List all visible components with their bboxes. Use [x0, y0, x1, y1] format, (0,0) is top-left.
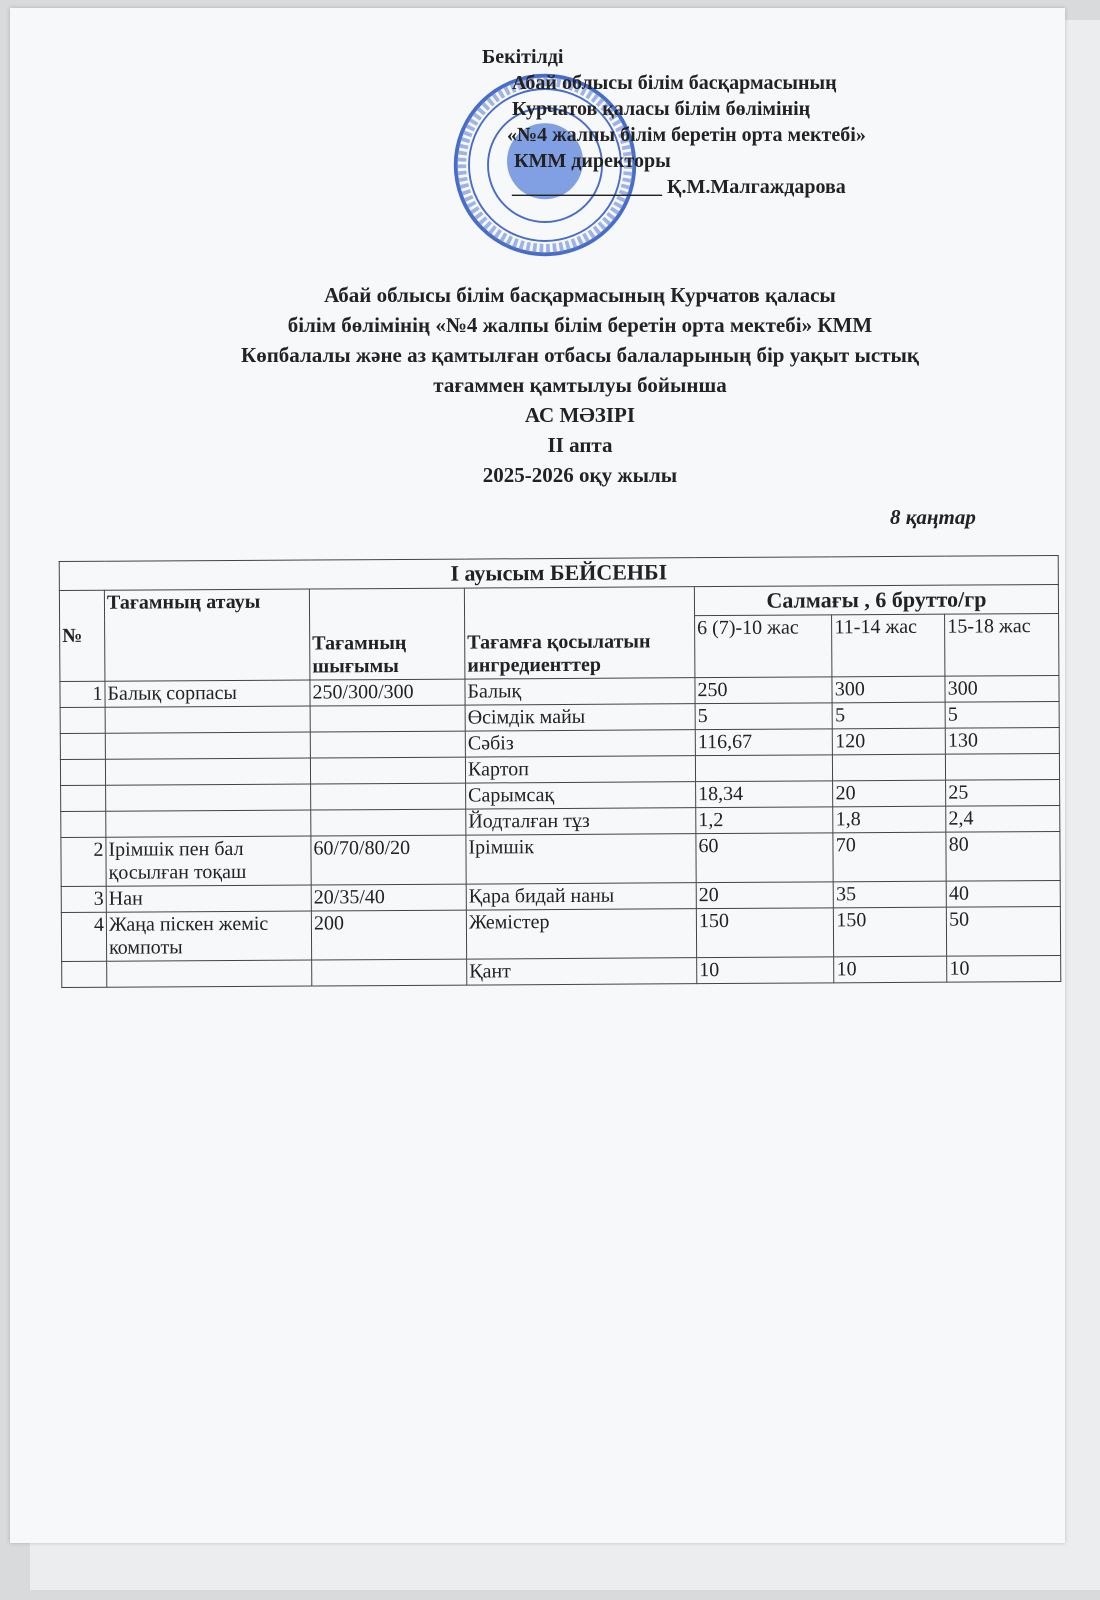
cell-ingredient: Жемістер [466, 909, 696, 959]
cell-no [60, 759, 105, 785]
header-name: Тағамның атауы [104, 589, 310, 681]
cell-dish-name: Нан [106, 885, 311, 912]
header-age-6-10: 6 (7)-10 жас [695, 615, 833, 678]
cell-ingredient: Сәбіз [465, 730, 695, 757]
header-ingredients: Тағамға қосылатын ингредиенттер [464, 587, 695, 679]
cell-ingredient: Ірімшік [466, 834, 696, 884]
cell-yield [311, 809, 466, 836]
approval-block [482, 44, 866, 200]
cell-yield [310, 757, 465, 784]
cell-age-11-14: 120 [833, 728, 946, 755]
cell-age-15-18: 25 [946, 779, 1060, 806]
cell-yield [310, 731, 465, 758]
cell-age-15-18: 300 [945, 675, 1059, 702]
cell-yield: 250/300/300 [310, 679, 465, 706]
cell-dish-name [105, 732, 310, 759]
cell-ingredient: Йодталған тұз [466, 808, 696, 835]
cell-dish-name [107, 960, 312, 987]
cell-age-11-14: 300 [832, 676, 945, 703]
cell-age-6-10: 1,2 [696, 807, 834, 834]
title-line: Абай облысы білім басқармасының Курчатов қаласы [324, 283, 836, 307]
school-year: 2025-2026 оқу жылы [482, 463, 678, 487]
header-age-15-18: 15-18 жас [945, 613, 1059, 676]
cell-age-15-18: 40 [946, 880, 1060, 907]
cell-age-6-10: 150 [696, 908, 834, 958]
cell-dish-name: Жаңа піскен жеміс компоты [106, 911, 311, 961]
title-line: тағаммен қамтылуы бойынша [433, 373, 727, 397]
table-row [61, 831, 1060, 886]
cell-no [61, 785, 106, 811]
cell-dish-name [105, 706, 310, 733]
cell-age-15-18: 130 [945, 727, 1059, 754]
header-yield: Тағамның шығымы [309, 588, 465, 680]
header-age-11-14: 11-14 жас [832, 614, 945, 677]
cell-dish-name [106, 784, 311, 811]
cell-age-15-18 [946, 753, 1060, 780]
cell-ingredient: Сарымсақ [466, 782, 696, 809]
cell-age-15-18: 5 [945, 701, 1059, 728]
cell-yield: 200 [311, 910, 466, 960]
cell-ingredient: Балық [465, 678, 695, 705]
approval-line: Абай облысы білім басқармасының [512, 72, 837, 94]
table-row [61, 906, 1060, 961]
cell-no [60, 733, 105, 759]
week-label: ІІ апта [547, 433, 613, 457]
cell-age-15-18: 2,4 [946, 805, 1060, 832]
cell-dish-name: Ірімшік пен бал қосылған тоқаш [106, 836, 311, 886]
cell-age-11-14: 10 [834, 956, 947, 983]
cell-no: 3 [61, 886, 106, 912]
cell-age-15-18: 10 [947, 955, 1061, 982]
cell-ingredient: Қант [467, 958, 697, 985]
cell-no [60, 707, 105, 733]
cell-age-11-14: 20 [833, 780, 946, 807]
menu-date: 8 қаңтар [890, 505, 976, 529]
cell-no [61, 811, 106, 837]
cell-age-6-10: 60 [696, 833, 834, 883]
cell-age-6-10: 5 [695, 703, 833, 730]
approval-line: КММ директоры [514, 150, 671, 172]
cell-age-11-14 [833, 754, 946, 781]
signature-line: _______________ [512, 176, 662, 198]
cell-no: 1 [60, 681, 105, 707]
cell-yield [312, 959, 467, 986]
cell-ingredient: Қара бидай наны [466, 883, 696, 910]
cell-no [62, 961, 107, 987]
table-row [62, 955, 1061, 987]
cell-no: 4 [61, 912, 106, 961]
cell-yield [311, 783, 466, 810]
title-line: білім бөлімінің «№4 жалпы білім беретін орта мектебі» КММ [287, 313, 873, 337]
approval-line: Курчатов қаласы білім бөлімінің [512, 98, 811, 120]
cell-age-15-18: 80 [946, 831, 1060, 881]
cell-age-11-14: 150 [834, 907, 947, 957]
cell-age-6-10: 250 [695, 677, 833, 704]
title-line: Көпбалалы және аз қамтылған отбасы балаларының бір уақыт ыстық [240, 343, 920, 367]
menu-table [59, 555, 1062, 988]
cell-age-11-14: 1,8 [833, 806, 946, 833]
cell-age-11-14: 70 [833, 832, 946, 882]
cell-ingredient: Өсімдік майы [465, 704, 695, 731]
cell-age-6-10: 10 [697, 957, 835, 984]
cell-age-11-14: 5 [832, 702, 945, 729]
cell-age-11-14: 35 [834, 881, 947, 908]
approval-label: Бекітілді [482, 46, 564, 68]
cell-yield: 60/70/80/20 [311, 835, 466, 885]
menu-heading: АС МӘЗІРІ [524, 403, 636, 427]
table-caption: І ауысым БЕЙСЕНБІ [59, 555, 1058, 590]
cell-yield: 20/35/40 [311, 884, 466, 911]
signer-name: Қ.М.Малгаждарова [667, 176, 846, 198]
cell-yield [310, 705, 465, 732]
approval-line: «№4 жалпы білім беретін орта мектебі» [507, 124, 866, 146]
cell-age-6-10: 18,34 [696, 781, 834, 808]
cell-age-15-18: 50 [947, 906, 1061, 956]
cell-age-6-10: 116,67 [695, 729, 833, 756]
header-weight: Салмағы , 6 брутто/гр [694, 584, 1058, 615]
cell-dish-name [106, 810, 311, 837]
cell-ingredient: Картоп [465, 756, 695, 783]
cell-age-6-10 [695, 755, 833, 782]
cell-no: 2 [61, 837, 106, 886]
document-title [0, 280, 1100, 490]
cell-age-6-10: 20 [696, 882, 834, 909]
header-no: № [59, 590, 105, 681]
cell-dish-name [105, 758, 310, 785]
cell-dish-name: Балық сорпасы [105, 680, 310, 707]
